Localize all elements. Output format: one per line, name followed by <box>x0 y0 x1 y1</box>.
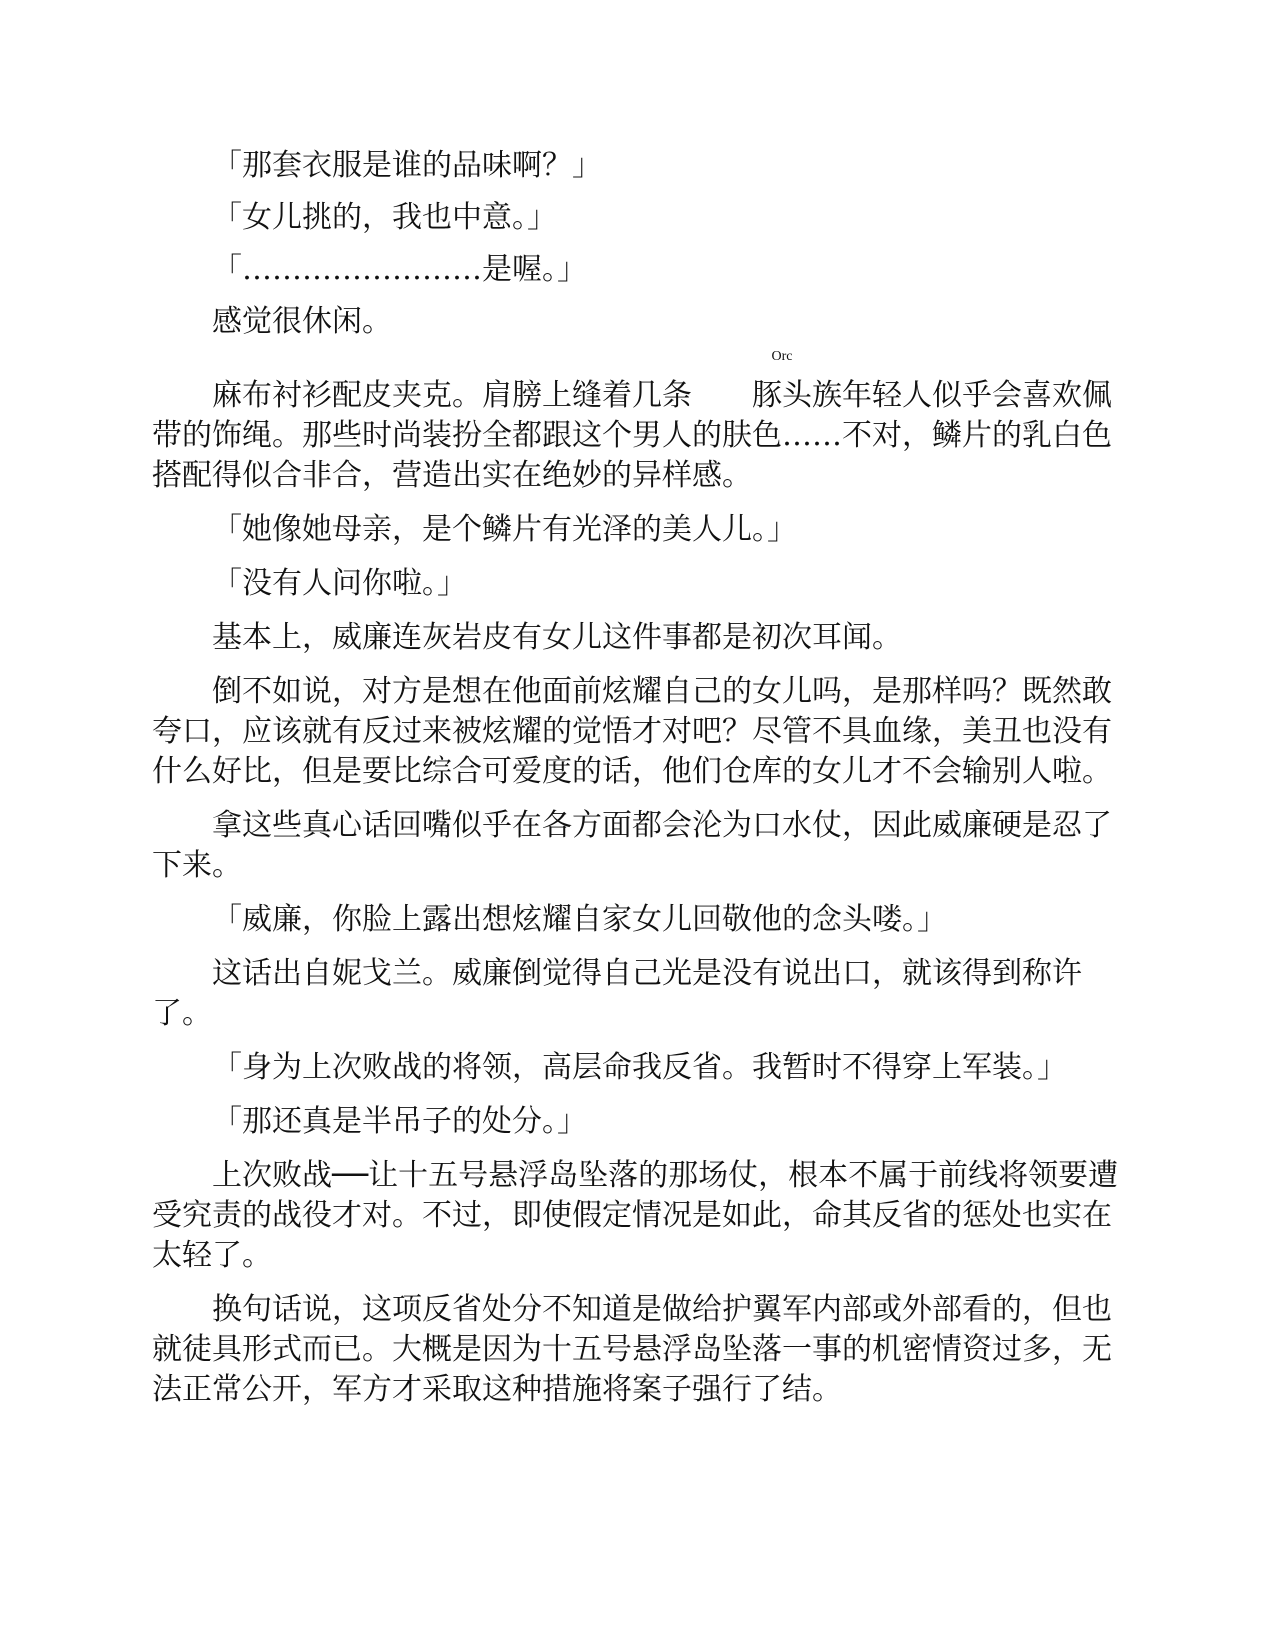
dialog-line: 「那还真是半吊子的处分。」 <box>212 1104 587 1139</box>
dialog-line: 「她像她母亲，是个鳞片有光泽的美人儿。」 <box>212 512 797 547</box>
narration-paragraph: 倒不如说，对方是想在他面前炫耀自己的女儿吗，是那样吗？既然敢夸口，应该就有反过来被炫耀的觉悟才对吧？尽管不具血缘，美丑也没有什么好比，但是要比综合可爱度的话，他们仓库的女儿才不会输别人啦。 <box>152 674 1112 789</box>
narration-paragraph: 基本上，威廉连灰岩皮有女儿这件事都是初次耳闻。 <box>212 620 902 655</box>
narration-paragraph: 感觉很休闲。 <box>212 304 392 339</box>
narration-paragraph: 换句话说，这项反省处分不知道是做给护翼军内部或外部看的，但也就徒具形式而已。大概是因为十五号悬浮岛坠落一事的机密情资过多，无法正常公开，军方才采取这种措施将案子强行了结。 <box>152 1292 1112 1407</box>
narration-paragraph: 拿这些真心话回嘴似乎在各方面都会沦为口水仗，因此威廉硬是忍了下来。 <box>152 808 1112 883</box>
dialog-line: 「没有人问你啦。」 <box>212 566 467 601</box>
ruby-annotated-word <box>692 349 812 416</box>
narration-paragraph-with-ruby <box>152 349 1124 496</box>
dialog-line: 「威廉，你脸上露出想炫耀自家女儿回敬他的念头喽。」 <box>212 902 947 937</box>
narration-paragraph: 这话出自妮戈兰。威廉倒觉得自己光是没有说出口，就该得到称许了。 <box>152 956 1082 1031</box>
dialog-line: 「那套衣服是谁的品味啊？」 <box>212 148 602 183</box>
paragraph-text-after-ruby: 族年轻人似乎会喜欢佩带的饰绳。那些时尚装扮全都跟这个男人的肤色……不对，鳞片的乳白色搭配得似合非合，营造出实在绝妙的异样感。 <box>152 378 1112 493</box>
dialog-line: 「……………………是喔。」 <box>212 252 587 287</box>
dialog-line: 「身为上次败战的将领，高层命我反省。我暂时不得穿上军装。」 <box>212 1050 1067 1085</box>
ruby-base-text: 豚头 <box>752 378 812 413</box>
narration-paragraph: 上次败战──让十五号悬浮岛坠落的那场仗，根本不属于前线将领要遭受究责的战役才对。不过，即使假定情况是如此，命其反省的惩处也实在太轻了。 <box>152 1158 1119 1273</box>
paragraph-text-before-ruby: 麻布衬衫配皮夹克。肩膀上缝着几条 <box>212 378 692 413</box>
ruby-annotation: Orc <box>771 349 793 364</box>
dialog-line: 「女儿挑的，我也中意。」 <box>212 200 557 235</box>
text-body <box>152 146 1124 1410</box>
